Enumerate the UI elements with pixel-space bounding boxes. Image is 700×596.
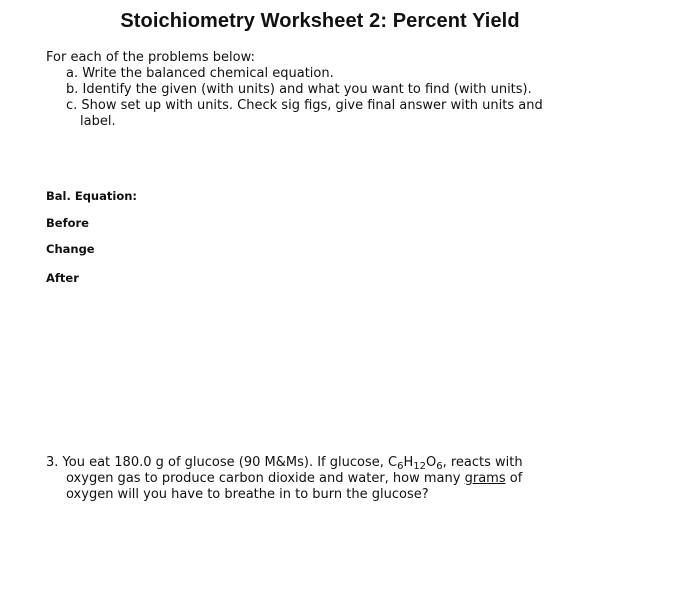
instructions [46, 50, 543, 130]
page-title: Stoichiometry Worksheet 2: Percent Yield [120, 10, 520, 32]
subscript: 6 [436, 461, 443, 472]
underlined-word: grams [464, 471, 506, 486]
problem-text: , reacts with [442, 455, 523, 470]
subscript: 12 [413, 461, 426, 472]
instruction-a: a. Write the balanced chemical equation. [66, 66, 334, 81]
instruction-c-continuation: label. [80, 114, 116, 129]
after-label: After [46, 271, 79, 285]
instructions-lead: For each of the problems below: [46, 50, 255, 65]
problem-3 [46, 455, 586, 503]
before-label: Before [46, 216, 89, 230]
problem-text: H [403, 455, 414, 470]
problem-text: of [509, 471, 523, 486]
change-label: Change [46, 242, 95, 256]
problem-text: O [425, 455, 437, 470]
instruction-c: c. Show set up with units. Check sig figs, give final answer with units and [66, 98, 543, 113]
problem-text: You eat 180.0 g of glucose (90 M&Ms). If glucose, C [62, 455, 398, 470]
problem-line-2 [46, 471, 586, 487]
problem-number: 3. [46, 455, 59, 470]
problem-text: oxygen gas to produce carbon dioxide and water, how many [66, 471, 461, 486]
problem-line-3: oxygen will you have to breathe in to burn the glucose? [66, 487, 429, 502]
subscript: 6 [397, 461, 404, 472]
problem-line-1 [46, 455, 586, 471]
instruction-b: b. Identify the given (with units) and what you want to find (with units). [66, 82, 532, 97]
bal-equation-label: Bal. Equation: [46, 189, 138, 203]
